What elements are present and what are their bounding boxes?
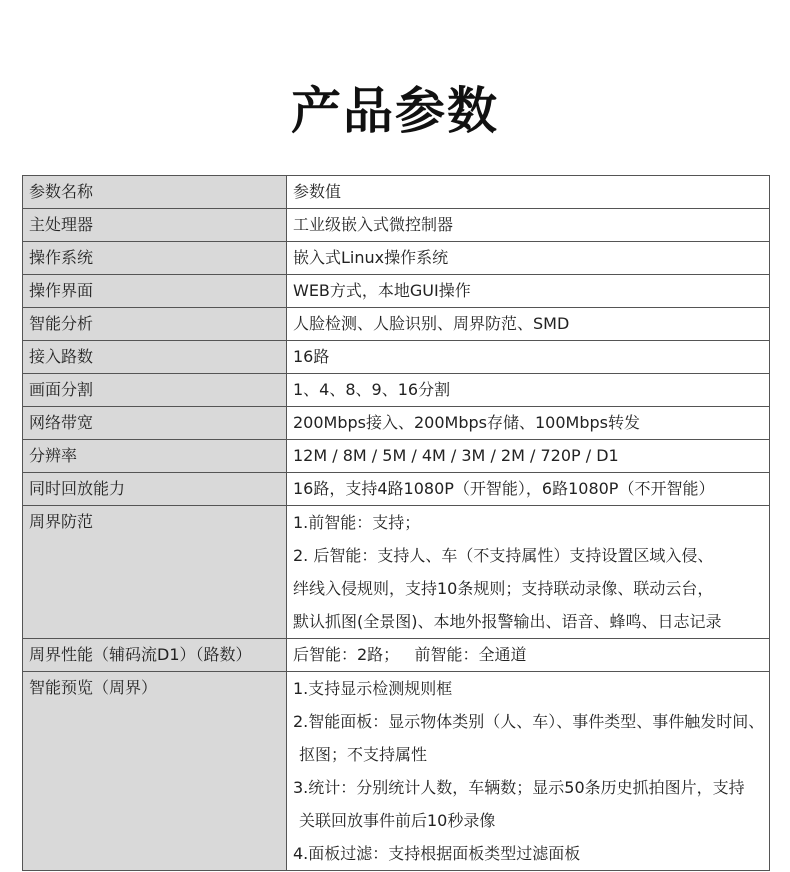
value-line: 2.智能面板：显示物体类别（人、车）、事件类型、事件触发时间、 — [293, 712, 765, 731]
table-row — [23, 242, 770, 275]
param-value-resolution: 12M / 8M / 5M / 4M / 3M / 2M / 720P / D1 — [287, 440, 770, 473]
table-row — [23, 341, 770, 374]
table-row — [23, 473, 770, 506]
value-line: 1.前智能：支持； — [293, 513, 421, 532]
param-name-os: 操作系统 — [23, 242, 287, 275]
table-header-row — [23, 176, 770, 209]
param-value-processor: 工业级嵌入式微控制器 — [287, 209, 770, 242]
value-line: 1.支持显示检测规则框 — [293, 679, 453, 698]
value-line: 绊线入侵规则，支持10条规则；支持联动录像、联动云台， — [293, 579, 714, 598]
param-value-playback: 16路，支持4路1080P（开智能），6路1080P（不开智能） — [287, 473, 770, 506]
table-row — [23, 275, 770, 308]
table-row — [23, 407, 770, 440]
table-row — [23, 639, 770, 672]
value-line: 4.面板过滤：支持根据面板类型过滤面板 — [293, 844, 581, 863]
param-value-split: 1、4、8、9、16分割 — [287, 374, 770, 407]
table-row — [23, 440, 770, 473]
param-name-split: 画面分割 — [23, 374, 287, 407]
value-line: 2. 后智能：支持人、车（不支持属性）支持设置区域入侵、 — [293, 546, 714, 565]
table-row — [23, 672, 770, 871]
param-name-ui: 操作界面 — [23, 275, 287, 308]
param-value-smart-analysis: 人脸检测、人脸识别、周界防范、SMD — [287, 308, 770, 341]
param-value-ui: WEB方式，本地GUI操作 — [287, 275, 770, 308]
value-line: 3.统计：分别统计人数，车辆数；显示50条历史抓拍图片，支持 — [293, 778, 745, 797]
param-value-os: 嵌入式Linux操作系统 — [287, 242, 770, 275]
param-name-smart-preview: 智能预览（周界） — [23, 672, 287, 871]
param-name-playback: 同时回放能力 — [23, 473, 287, 506]
param-name-bandwidth: 网络带宽 — [23, 407, 287, 440]
column-header-name: 参数名称 — [23, 176, 287, 209]
value-line: 默认抓图(全景图)、本地外报警输出、语音、蜂鸣、日志记录 — [293, 612, 722, 631]
value-line: 关联回放事件前后10秒录像 — [299, 811, 496, 830]
value-line: 抠图；不支持属性 — [299, 745, 428, 764]
param-value-bandwidth: 200Mbps接入、200Mbps存储、100Mbps转发 — [287, 407, 770, 440]
spec-table — [22, 175, 770, 871]
param-name-resolution: 分辨率 — [23, 440, 287, 473]
param-name-perimeter: 周界防范 — [23, 506, 287, 639]
param-value-perimeter — [287, 506, 770, 639]
param-name-channels: 接入路数 — [23, 341, 287, 374]
column-header-value: 参数值 — [287, 176, 770, 209]
param-name-processor: 主处理器 — [23, 209, 287, 242]
table-row — [23, 308, 770, 341]
table-row — [23, 209, 770, 242]
param-value-smart-preview — [287, 672, 770, 871]
table-row — [23, 374, 770, 407]
page-title: 产品参数 — [291, 82, 499, 140]
param-value-perimeter-performance: 后智能：2路； 前智能：全通道 — [287, 639, 770, 672]
param-name-perimeter-performance: 周界性能（辅码流D1）（路数） — [23, 639, 287, 672]
param-name-smart-analysis: 智能分析 — [23, 308, 287, 341]
table-row — [23, 506, 770, 639]
param-value-channels: 16路 — [287, 341, 770, 374]
